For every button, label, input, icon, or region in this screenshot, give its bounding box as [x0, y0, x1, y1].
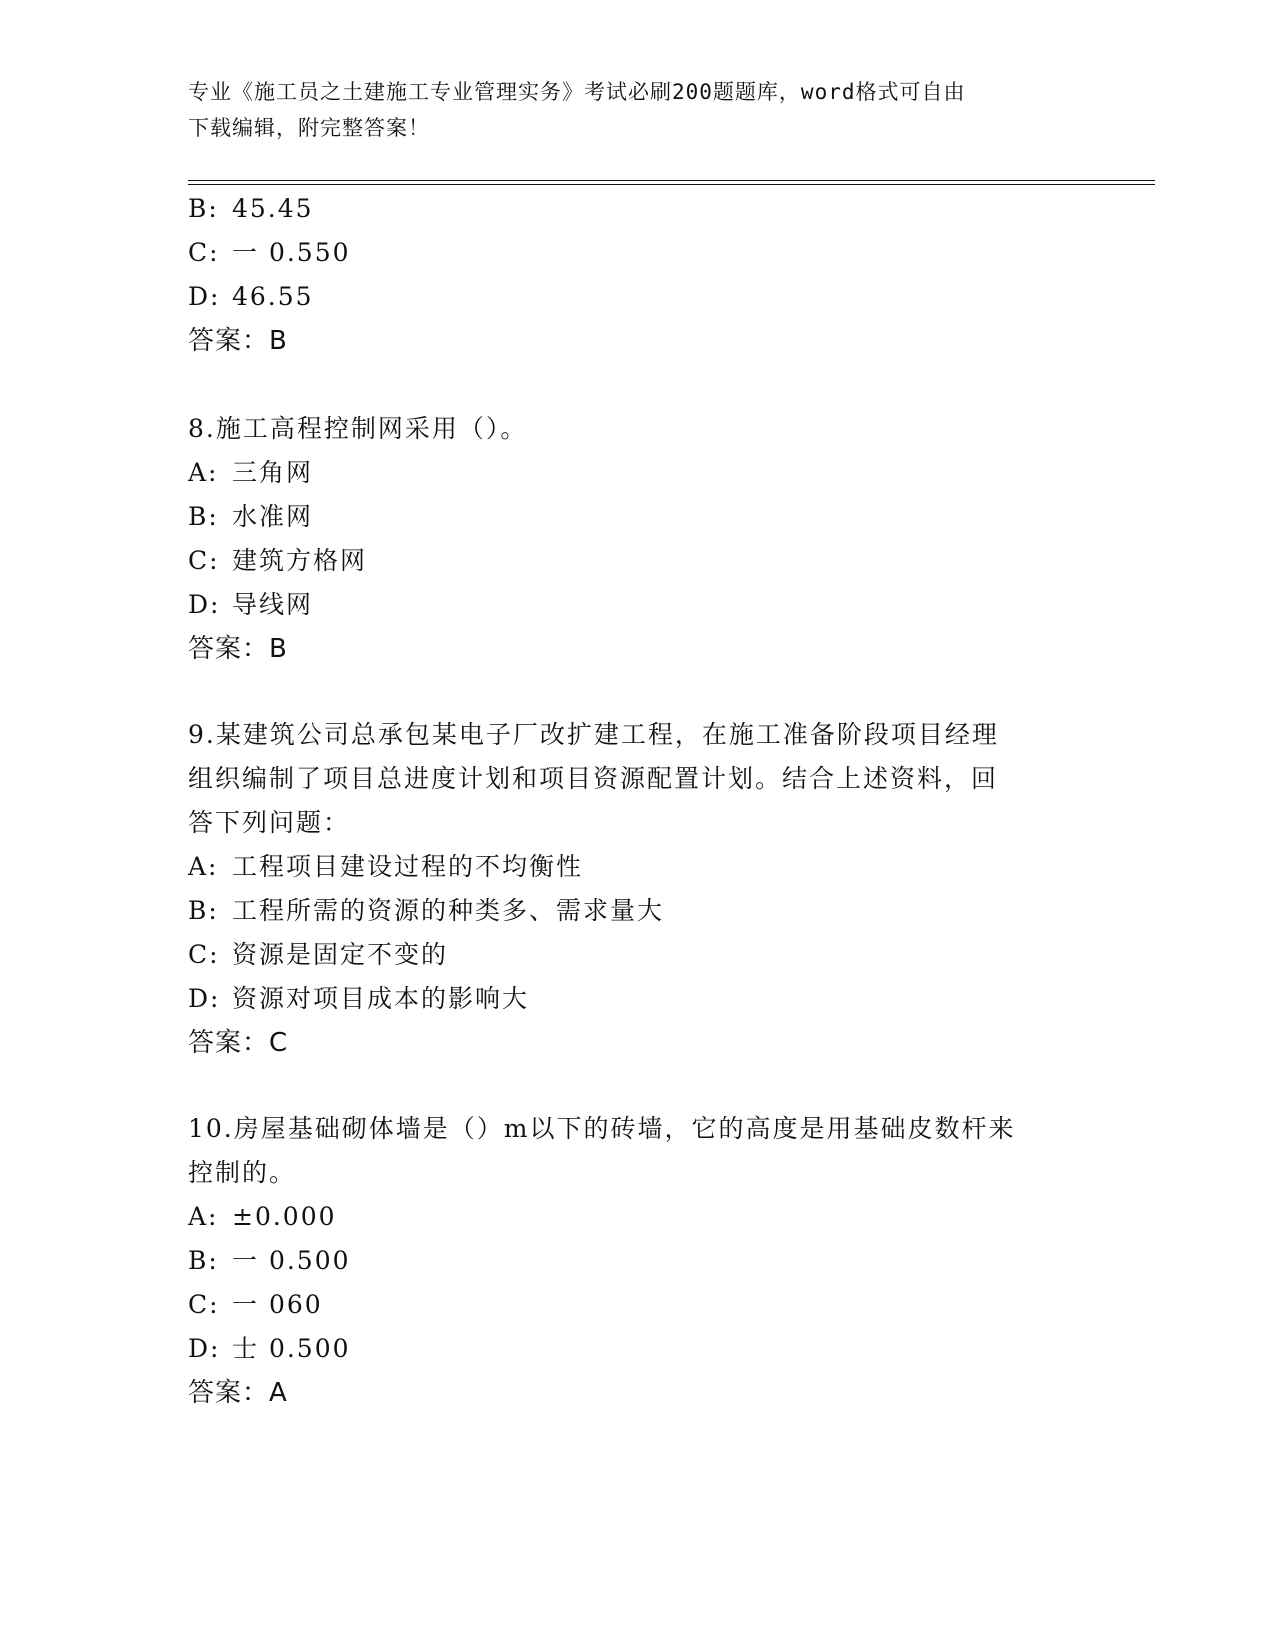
q10-option-a [188, 1194, 337, 1240]
option-text: 工程所需的资源的种类多、需求量大 [232, 896, 665, 925]
q9-question-line-3: 答下列问题： [188, 808, 351, 837]
option-label: B: [188, 502, 219, 531]
q9-option-c [188, 932, 448, 978]
document-header [188, 74, 1068, 146]
q8-option-c [188, 538, 367, 584]
option-label: B: [188, 896, 219, 925]
option-text: 导线网 [232, 590, 314, 619]
q9-option-a [188, 844, 583, 890]
option-text: 工程项目建设过程的不均衡性 [232, 852, 584, 881]
option-label: C: [188, 1290, 220, 1319]
header-line-1: 专业《施工员之土建施工专业管理实务》考试必刷200题题库，word格式可自由 [188, 80, 966, 104]
option-text: 资源对项目成本的影响大 [232, 984, 530, 1013]
option-text: 一 0.550 [232, 238, 351, 267]
q8-option-d [188, 582, 313, 628]
q10-answer: 答案：A [188, 1378, 288, 1408]
q8-answer: 答案：B [188, 634, 288, 664]
q7-option-b [188, 186, 314, 232]
option-text: 建筑方格网 [232, 546, 368, 575]
option-label: D: [188, 590, 221, 619]
option-label: A: [188, 458, 219, 487]
q10-option-c [188, 1282, 323, 1328]
option-label: B: [188, 1246, 219, 1275]
option-label: D: [188, 1334, 221, 1363]
option-label: A: [188, 1202, 219, 1231]
option-text: 46.55 [232, 282, 314, 311]
q9-answer: 答案：C [188, 1028, 289, 1058]
q10-question-line-2: 控制的。 [188, 1158, 297, 1187]
q8-option-b [188, 494, 313, 540]
q9-option-d [188, 976, 529, 1022]
option-text: 一 0.500 [232, 1246, 351, 1275]
option-label: D: [188, 984, 221, 1013]
q8-option-a [188, 450, 313, 496]
option-label: A: [188, 852, 219, 881]
q7-answer: 答案：B [188, 326, 288, 356]
option-label: D: [188, 282, 221, 311]
q9-question-line-2: 组织编制了项目总进度计划和项目资源配置计划。结合上述资料，回 [188, 764, 999, 793]
option-text: 资源是固定不变的 [232, 940, 449, 969]
option-label: C: [188, 238, 220, 267]
option-text: 三角网 [232, 458, 314, 487]
q10-option-b [188, 1238, 351, 1284]
option-text: 士 0.500 [232, 1334, 351, 1363]
q7-option-c [188, 230, 351, 276]
q10-question-line-1: 10.房屋基础砌体墙是（）m以下的砖墙，它的高度是用基础皮数杆来 [188, 1114, 1016, 1143]
header-line-2: 下载编辑，附完整答案！ [188, 116, 430, 140]
option-text: 一 060 [232, 1290, 323, 1319]
q8-question: 8.施工高程控制网采用（）。 [188, 414, 528, 443]
q9-question-line-1: 9.某建筑公司总承包某电子厂改扩建工程，在施工准备阶段项目经理 [188, 720, 999, 749]
option-label: C: [188, 940, 220, 969]
q7-option-d [188, 274, 314, 320]
header-double-rule [188, 180, 1155, 185]
option-text: 45.45 [232, 194, 314, 223]
option-text: 水准网 [232, 502, 314, 531]
option-text: ±0.000 [232, 1202, 337, 1231]
q9-option-b [188, 888, 664, 934]
q10-option-d [188, 1326, 351, 1372]
option-label: C: [188, 546, 220, 575]
option-label: B: [188, 194, 219, 223]
